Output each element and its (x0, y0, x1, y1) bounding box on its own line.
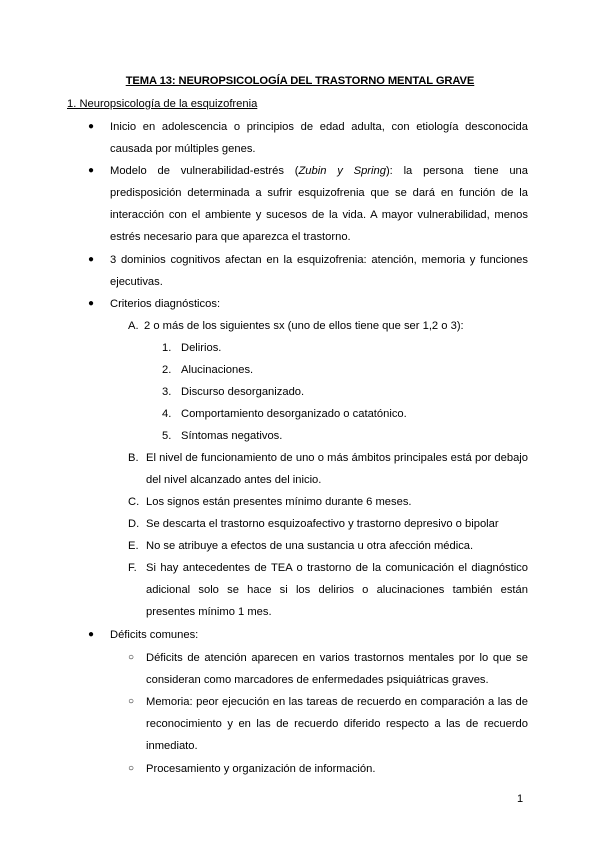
bullet-criterios: Criterios diagnósticos: (110, 298, 221, 310)
bullet-dominios: 3 dominios cognitivos afectan en la esquizofrenia: atención, memoria y funciones ejecutivas. (110, 254, 528, 288)
symptom-number: 4. (162, 408, 172, 420)
document-title: TEMA 13: NEUROPSICOLOGÍA DEL TRASTORNO MENTAL GRAVE (125, 75, 475, 87)
symptom-item: Discurso desorganizado. (181, 386, 305, 398)
circle-bullet-icon: ○ (128, 652, 135, 663)
symptom-item: Síntomas negativos. (181, 430, 283, 442)
criterion-b-text: El nivel de funcionamiento de uno o más ámbitos principales está por debajo del nivel alcanzado antes del inicio. (146, 452, 528, 486)
bullet-icon: ● (88, 254, 95, 265)
symptom-number: 2. (162, 364, 172, 376)
bullet-icon: ● (88, 629, 95, 640)
bullet-icon: ● (88, 165, 95, 176)
symptom-number: 3. (162, 386, 172, 398)
symptom-item: Comportamiento desorganizado o catatónico. (181, 408, 407, 420)
criterion-c-text: Los signos están presentes mínimo durante 6 meses. (146, 496, 412, 508)
deficit-item-memoria: Memoria: peor ejecución en las tareas de recuerdo en comparación a las de reconocimiento y en las de recuerdo diferido respecto a las de recuerdo inmediato. (146, 696, 528, 752)
circle-bullet-icon: ○ (128, 763, 135, 774)
deficit-item-atencion: Déficits de atención aparecen en varios trastornos mentales por lo que se consideran como marcadores de enfermedades psiquiátricas graves. (146, 652, 528, 686)
symptom-number: 5. (162, 430, 172, 442)
bullet-deficits: Déficits comunes: (110, 629, 199, 641)
symptom-number: 1. (162, 342, 172, 354)
bullet-icon: ● (88, 121, 95, 132)
circle-bullet-icon: ○ (128, 696, 135, 707)
symptom-item: Delirios. (181, 342, 222, 354)
criterion-label: E. (128, 540, 139, 552)
criterion-label: B. (128, 452, 139, 464)
criterion-d-text: Se descarta el trastorno esquizoafectivo y trastorno depresivo o bipolar (146, 518, 499, 530)
criterion-label: C. (128, 496, 140, 508)
criterion-f-text: Si hay antecedentes de TEA o trastorno de la comunicación el diagnóstico adicional solo se hace si los delirios o alucinaciones también están presentes mínimo 1 mes. (146, 562, 528, 618)
deficit-item-procesamiento: Procesamiento y organización de información. (146, 763, 376, 775)
bullet-modelo-suffix: ): la persona tiene una predisposición determinada a sufrir esquizofrenia que se dará en función de la interacción con el ambiente y sucesos de la vida. A mayor vulnerabilidad, menos estrés necesario para que aparezca el trastorno. (110, 165, 528, 243)
page-number: 1 (517, 793, 524, 805)
bullet-modelo-prefix: Modelo de vulnerabilidad-estrés ( (110, 165, 299, 177)
criterion-label: D. (128, 518, 140, 530)
bullet-modelo (110, 160, 528, 248)
bullet-inicio: Inicio en adolescencia o principios de edad adulta, con etiología desconocida causada por múltiples genes. (110, 121, 528, 155)
section-heading: 1. Neuropsicología de la esquizofrenia (67, 98, 258, 110)
bullet-icon: ● (88, 298, 95, 309)
bullet-modelo-authors: Zubin y Spring (298, 165, 386, 177)
criterion-a-text: 2 o más de los siguientes sx (uno de ellos tiene que ser 1,2 o 3): (144, 320, 464, 332)
criterion-label: F. (128, 562, 137, 574)
symptom-item: Alucinaciones. (181, 364, 254, 376)
criterion-e-text: No se atribuye a efectos de una sustancia u otra afección médica. (146, 540, 474, 552)
criterion-label: A. (128, 320, 139, 332)
